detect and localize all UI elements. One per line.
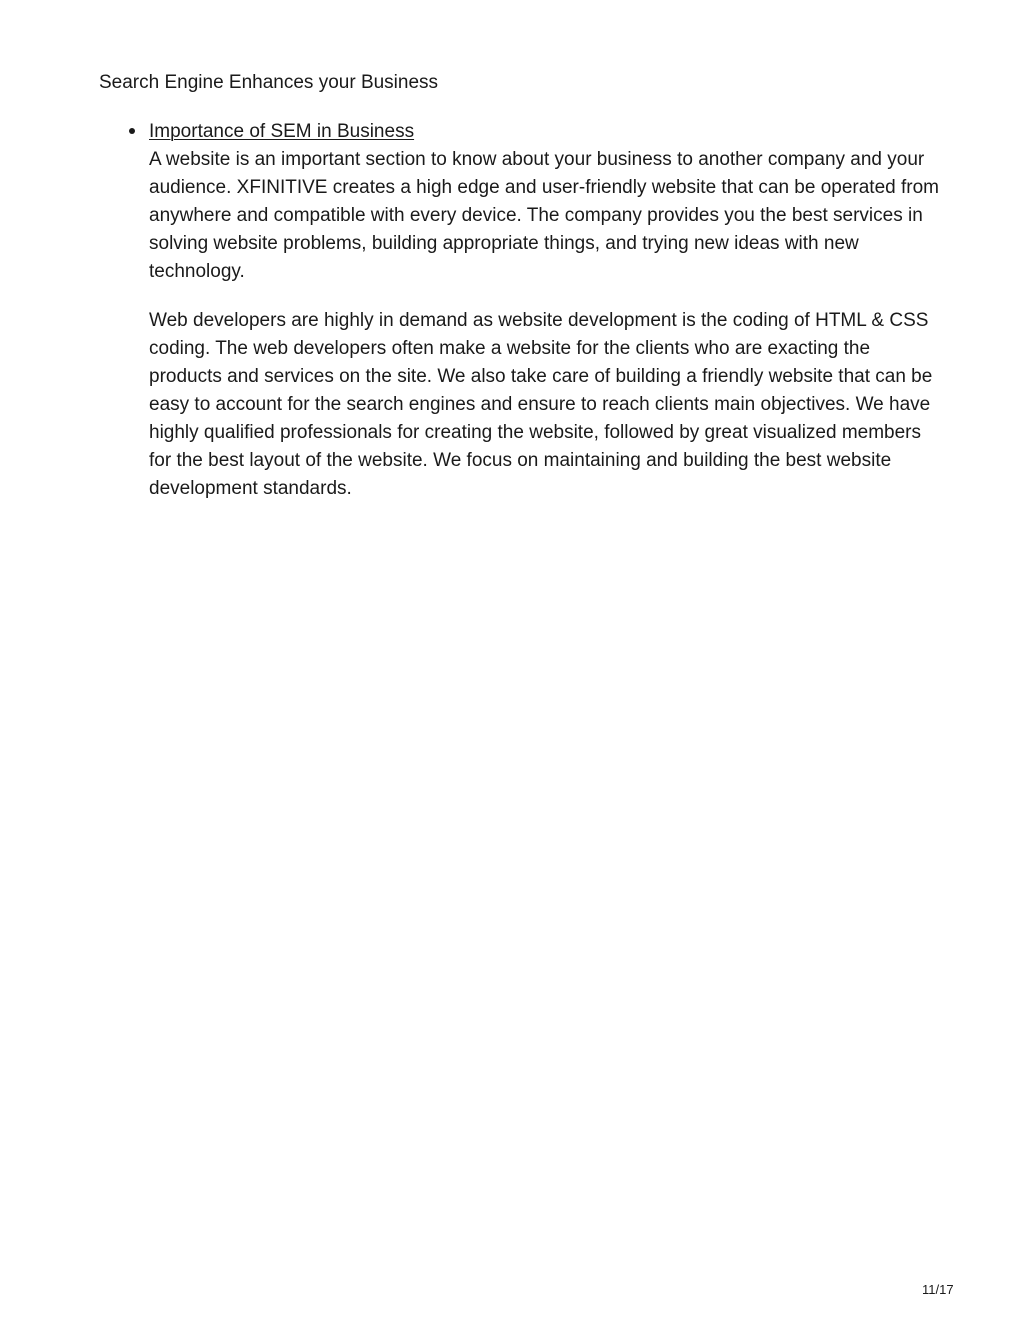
section-heading: Search Engine Enhances your Business bbox=[99, 72, 439, 93]
importance-of-sem-link[interactable]: Importance of SEM in Business bbox=[149, 121, 415, 142]
bullet-icon bbox=[129, 128, 135, 134]
paragraph-web-developers: Web developers are highly in demand as website development is the coding of HTML & CSS coding. The web developers often make a website for the clients who are exacting the products and services on the site. We also take care of building a friendly website that can be easy to account for the search engines and ensure to reach clients main objectives. We have highly qualified professionals for creating the website, followed by great visualized members for the best layout of the website. We focus on maintaining and building the best website development standards. bbox=[149, 310, 933, 499]
article-list bbox=[99, 118, 939, 503]
paragraph-website-intro: A website is an important section to know about your business to another company and your audience. XFINITIVE creates a high edge and user-friendly website that can be operated from anywhere and compatible with every device. The company provides you the best services in solving website problems, building appropriate things, and trying new ideas with new technology. bbox=[149, 149, 940, 282]
list-item bbox=[99, 118, 939, 503]
page-number: 11/17 bbox=[922, 1282, 954, 1297]
